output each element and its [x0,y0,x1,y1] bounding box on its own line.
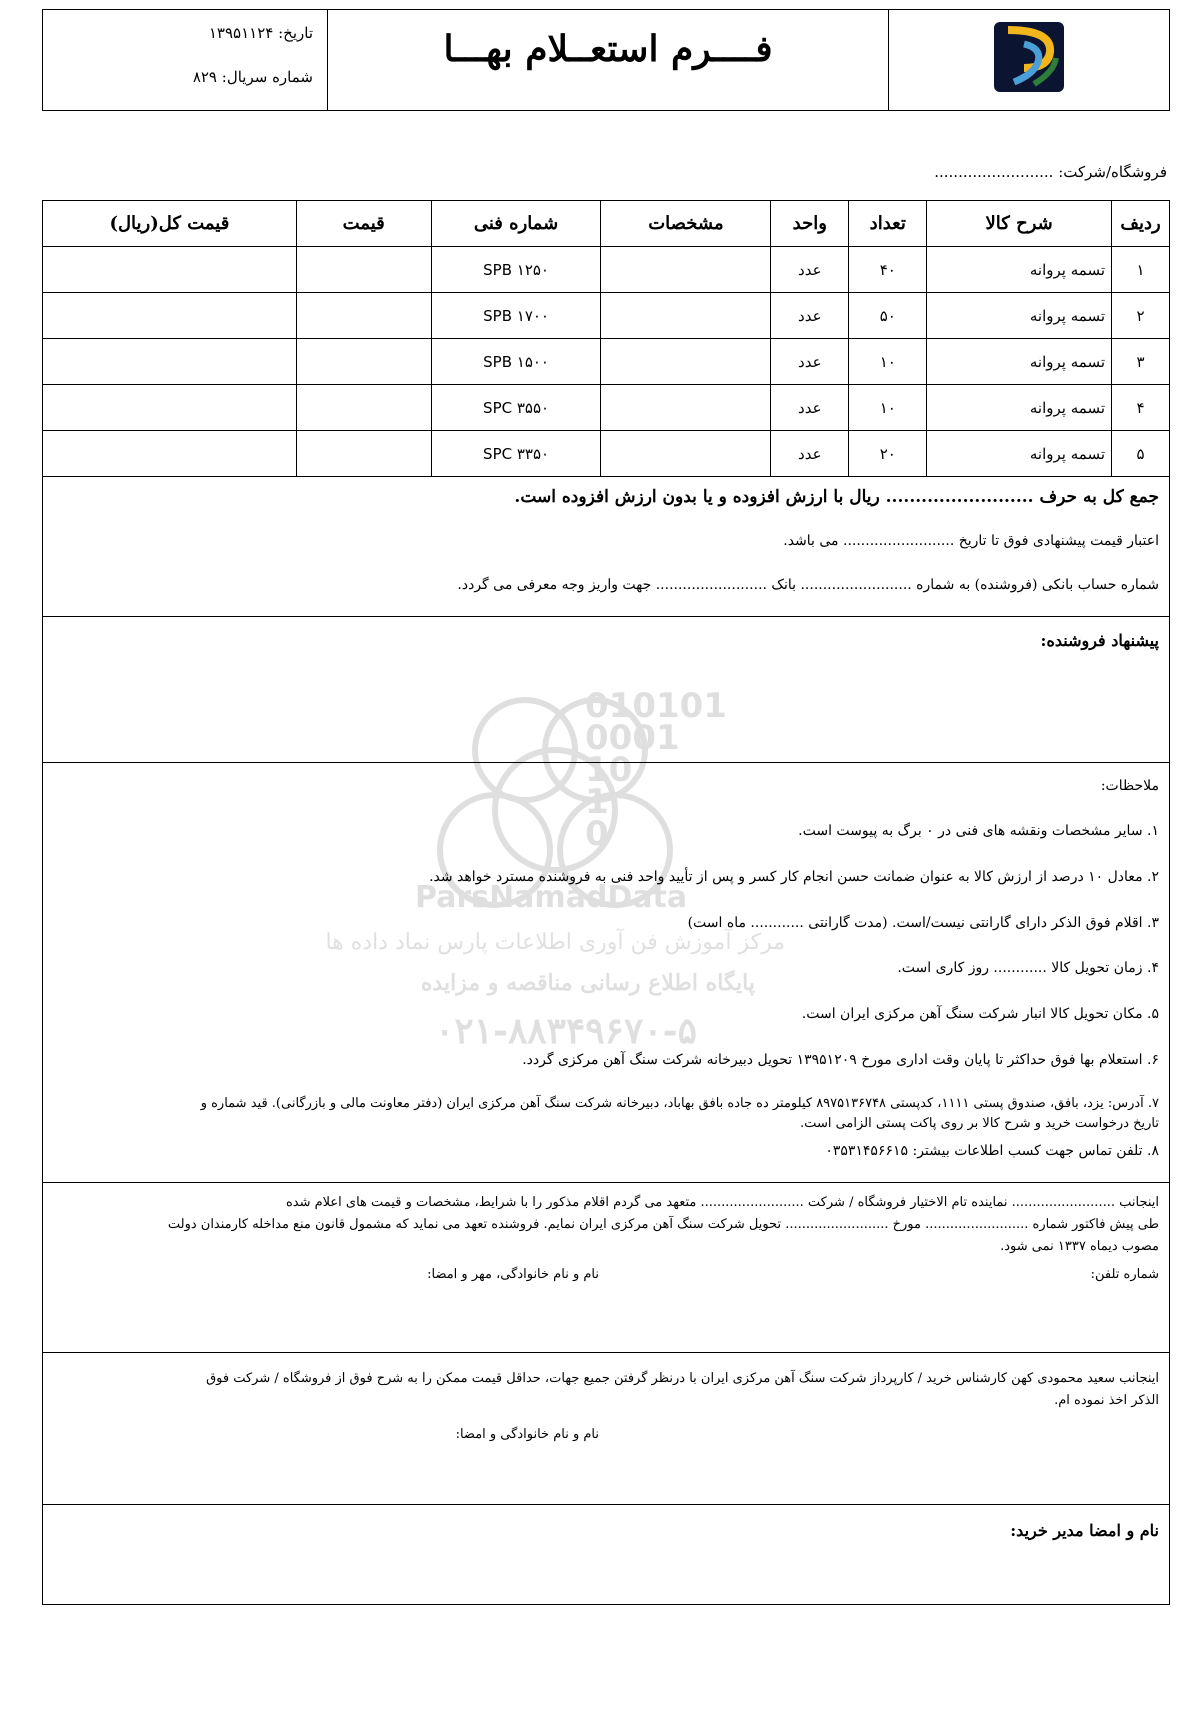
note-item: ۲. معادل ۱۰ درصد از ارزش کالا به عنوان ضمانت حسن انجام کار کسر و پس از تأیید واحد فنی به فروشنده مسترد خواهد شد. [429,869,1159,885]
date-label: تاریخ: [278,24,313,42]
table-row [43,247,1170,293]
item-unit: عدد [771,385,849,431]
serial-label: شماره سریال: [221,68,313,86]
col-header-specs: مشخصات [601,201,771,247]
item-unit: عدد [771,247,849,293]
item-quantity: ۱۰ [849,339,927,385]
item-tech-number: SPC ۳۳۵۰ [431,431,601,477]
seller-offer-section [42,617,1170,763]
item-description: تسمه پروانه [927,385,1112,431]
item-description: تسمه پروانه [927,293,1112,339]
item-specs [601,431,771,477]
seller-offer-label: پیشنهاد فروشنده: [1040,631,1159,650]
col-header-price: قیمت [296,201,431,247]
total-in-words: جمع کل به حرف ......................... ریال با ارزش افزوده و یا بدون ارزش افزوده است. [514,487,1159,507]
totals-section [42,471,1170,617]
phone-label: شماره تلفن: [1090,1267,1159,1282]
item-tech-number: SPB ۱۷۰۰ [431,293,601,339]
watermark-line: پایگاه اطلاع رسانی مناقصه و مزایده [420,970,755,996]
store-company-line: فروشگاه/شرکت: ......................... [934,163,1167,181]
watermark-brand: ParsNamadData [415,880,688,915]
vendor-signature-label: نام و نام خانوادگی، مهر و امضا: [427,1267,599,1282]
note-item-continued: تاریخ درخواست خرید و شرح کالا بر روی پاکت پستی الزامی است. [800,1116,1159,1131]
table-row [43,339,1170,385]
item-total [43,339,297,385]
item-tech-number: SPC ۳۵۵۰ [431,385,601,431]
item-total [43,293,297,339]
notes-section [42,763,1170,1183]
note-item: ۷. آدرس: یزد، بافق، صندوق پستی ۱۱۱۱، کدپستی ۸۹۷۵۱۳۶۷۴۸ کیلومتر ده جاده بافق بهاباد، دبیرخانه شرکت سنگ آهن مرکزی ایران (دفتر معاونت مالی و بازرگانی). قید شماره و [200,1096,1159,1111]
date-line [209,24,313,42]
watermark-line: مرکز آموزش فن آوری اطلاعات پارس نماد داده ها [325,930,785,955]
row-number: ۲ [1112,293,1170,339]
item-price [296,293,431,339]
items-table [42,200,1170,477]
table-row [43,293,1170,339]
row-number: ۵ [1112,431,1170,477]
item-specs [601,339,771,385]
col-header-description: شرح کالا [927,201,1112,247]
col-header-quantity: تعداد [849,201,927,247]
expert-line: اینجانب سعید محمودی کهن کارشناس خرید / کارپرداز شرکت سنگ آهن مرکزی ایران با درنظر گرفتن جمیع جهات، حداقل قیمت ممکن را به شرح فوق از فروشگاه / شرکت فوق [206,1371,1159,1386]
item-total [43,431,297,477]
declaration-line: طی پیش فاکتور شماره ......................... مورخ ......................... تحویل شرکت سنگ آهن مرکزی ایران نمایم. فروشنده تعهد می نماید که مشمول قانون منع مداخله کارمندان دولت [167,1217,1159,1232]
serial-line [193,68,313,86]
purchase-manager-section [42,1505,1170,1605]
col-header-unit: واحد [771,201,849,247]
item-tech-number: SPB ۱۲۵۰ [431,247,601,293]
declaration-line: مصوب دیماه ۱۳۳۷ نمی شود. [1000,1239,1159,1254]
note-item: ۶. استعلام بها فوق حداکثر تا پایان وقت اداری مورخ ۱۳۹۵۱۲۰۹ تحویل دبیرخانه شرکت سنگ آهن مرکزی گردد. [522,1052,1159,1068]
item-price [296,385,431,431]
item-price [296,247,431,293]
item-tech-number: SPB ۱۵۰۰ [431,339,601,385]
vendor-declaration-section [42,1183,1170,1353]
meta-cell [43,10,328,110]
item-specs [601,293,771,339]
item-description: تسمه پروانه [927,247,1112,293]
row-number: ۴ [1112,385,1170,431]
item-quantity: ۵۰ [849,293,927,339]
row-number: ۱ [1112,247,1170,293]
price-validity: اعتبار قیمت پیشنهادی فوق تا تاریخ ......................... می باشد. [783,533,1159,549]
form-header [42,9,1170,111]
item-unit: عدد [771,431,849,477]
note-item: ۴. زمان تحویل کالا ............ روز کاری است. [897,960,1159,976]
item-price [296,431,431,477]
item-total [43,385,297,431]
col-header-tech-number: شماره فنی [431,201,601,247]
col-header-row-number: ردیف [1112,201,1170,247]
expert-line: الذکر اخذ نموده ام. [1054,1393,1159,1408]
manager-signature-label: نام و امضا مدیر خرید: [1010,1521,1159,1540]
col-header-total-price: قیمت کل(ریال) [43,201,297,247]
item-specs [601,247,771,293]
item-unit: عدد [771,339,849,385]
date-value: ۱۳۹۵۱۱۲۴ [208,24,274,42]
item-description: تسمه پروانه [927,431,1112,477]
bank-account: شماره حساب بانکی (فروشنده) به شماره ......................... بانک ......................... جهت واریز وجه معرفی می گردد. [457,577,1159,593]
note-item: ۳. اقلام فوق الذکر دارای گارانتی نیست/است. (مدت گارانتی ............ ماه است) [687,915,1159,931]
logo-cell [888,10,1169,110]
item-specs [601,385,771,431]
item-price [296,339,431,385]
item-quantity: ۴۰ [849,247,927,293]
table-row [43,431,1170,477]
table-row [43,385,1170,431]
item-description: تسمه پروانه [927,339,1112,385]
table-header-row [43,201,1170,247]
expert-signature-label: نام و نام خانوادگی و امضا: [455,1427,599,1442]
watermark-phone: ۰۲۱-۸۸۳۴۹۶۷۰-۵ [435,1010,697,1052]
notes-title: ملاحظات: [1100,778,1159,794]
item-quantity: ۲۰ [849,431,927,477]
item-total [43,247,297,293]
row-number: ۳ [1112,339,1170,385]
serial-value: ۸۲۹ [192,68,217,86]
note-item: ۵. مکان تحویل کالا انبار شرکت سنگ آهن مرکزی ایران است. [801,1006,1159,1022]
item-unit: عدد [771,293,849,339]
company-logo-icon [994,22,1064,92]
note-item: ۸. تلفن تماس جهت کسب اطلاعات بیشتر: ۰۳۵۳۱۴۵۶۶۱۵ [825,1143,1159,1159]
form-title: فــــرم استعــلام بهـــا [443,28,773,70]
item-quantity: ۱۰ [849,385,927,431]
note-item: ۱. سایر مشخصات ونقشه های فنی در ۰ برگ به پیوست است. [798,823,1159,839]
purchasing-expert-section [42,1353,1170,1505]
declaration-line: اینجانب ......................... نماینده تام الاختیار فروشگاه / شرکت ......................... متعهد می گردم اقلام مذکور را با شرایط، مشخصات و قیمت های اعلام شده [285,1195,1159,1210]
watermark-binary: 010101 0001 10 1 0 [585,686,727,854]
